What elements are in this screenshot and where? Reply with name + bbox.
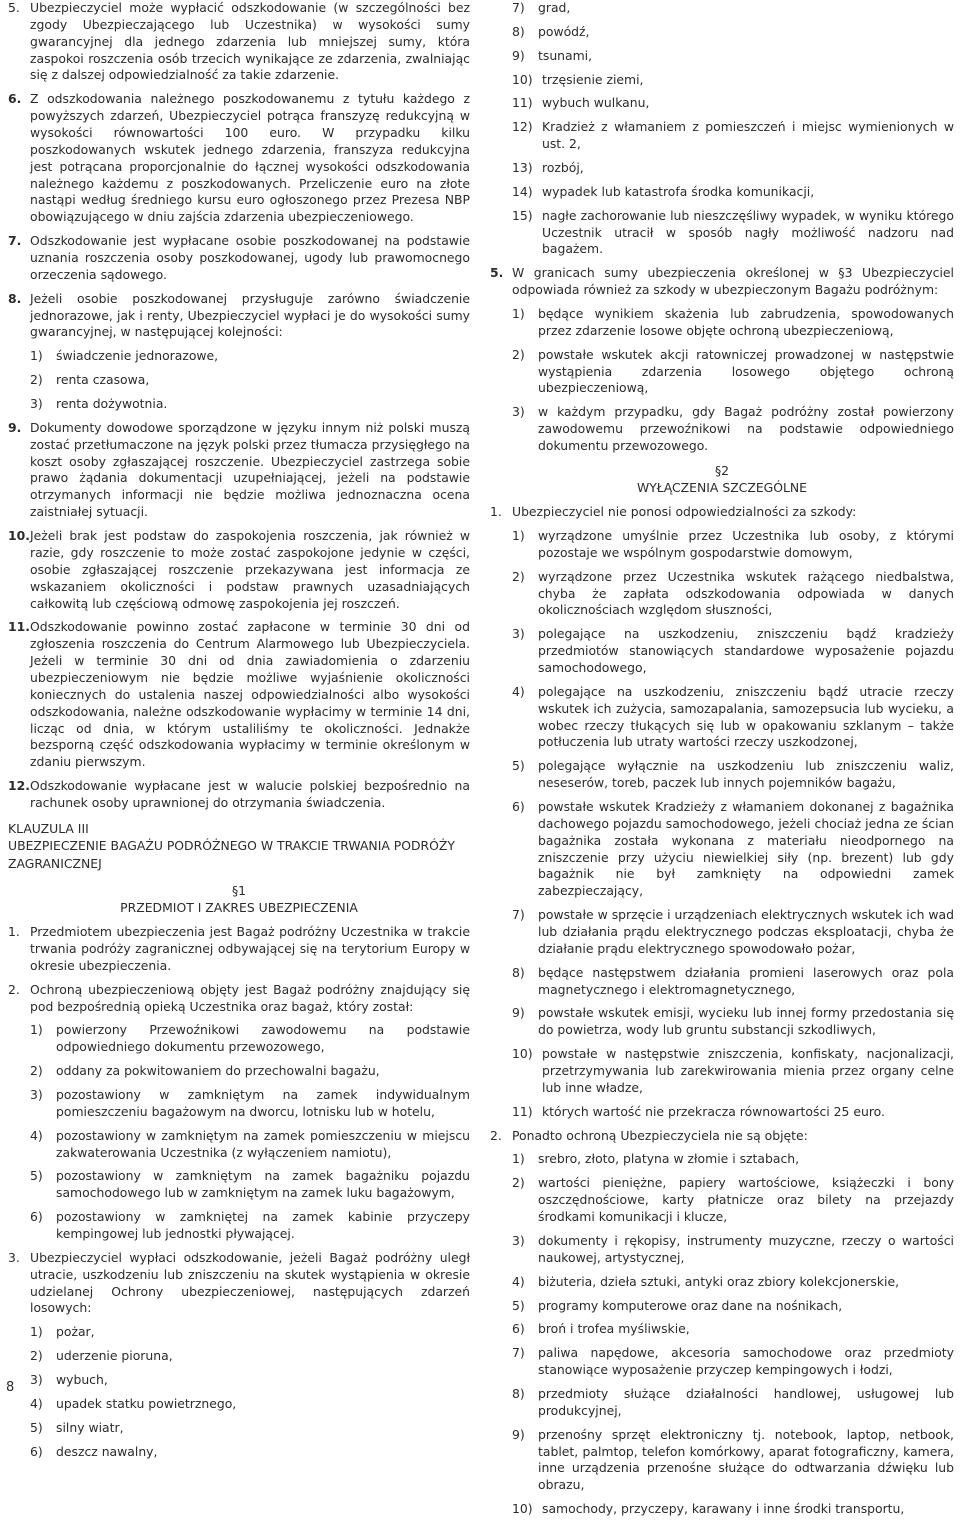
list-item bbox=[490, 1233, 954, 1267]
item-number: 3) bbox=[30, 396, 43, 412]
list-item bbox=[8, 348, 470, 365]
paragraph-number: 1. bbox=[8, 924, 20, 940]
paragraph-text: Jeżeli osobie poszkodowanej przysługuje zarówno świadczenie jednorazowe, jak i renty, Ubezpieczyciel wypłaci je do wysokości sumy gwarancyjnej, w następującej kolejności: bbox=[30, 290, 470, 340]
paragraph-8 bbox=[8, 291, 470, 342]
paragraph-number: 11. bbox=[8, 619, 30, 635]
item-text: świadczenie jednorazowe, bbox=[56, 348, 219, 364]
list-item bbox=[490, 160, 954, 177]
item-text: powstałe w następstwie zniszczenia, konfiskaty, nacjonalizacji, przetrzymywania lub zarekwirowania mienia przez organy celne lub inne władze, bbox=[542, 1046, 954, 1095]
section-title: PRZEDMIOT I ZAKRES UBEZPIECZENIA bbox=[120, 900, 358, 915]
item-text: oddany za pokwitowaniem do przechowalni bagażu, bbox=[56, 1063, 380, 1079]
item-text: pozostawiony w zamkniętym na zamek bagażniku pojazdu samochodowego lub w zamkniętym na zamek luku bagażowym, bbox=[56, 1168, 470, 1201]
item-number: 7) bbox=[512, 0, 525, 15]
paragraph-number: 12. bbox=[8, 778, 30, 794]
item-text: Kradzież z włamaniem z pomieszczeń i miejsc wymienionych w ust. 2, bbox=[542, 119, 954, 152]
list-item bbox=[490, 528, 954, 562]
list-item bbox=[490, 1175, 954, 1226]
item-number: 1) bbox=[512, 527, 525, 543]
page-number: 8 bbox=[6, 1380, 15, 1395]
list-item bbox=[8, 1022, 470, 1056]
item-text: wybuch wulkanu, bbox=[542, 95, 650, 111]
section-heading-2 bbox=[490, 462, 954, 496]
item-text: biżuteria, dzieła sztuki, antyki oraz zbiory kolekcjonerskie, bbox=[538, 1273, 900, 1289]
item-number: 6) bbox=[30, 1443, 43, 1459]
list-item bbox=[490, 1151, 954, 1168]
paragraph-text: Ubezpieczyciel może wypłacić odszkodowanie (w szczególności bez zgody Ubezpieczającego lub Uczestnika) w wysokości sumy gwarancyjnej dla jednego zdarzenia lub mniejszej sumy, która zaspokoi roszczenia osób trzecich wynikające ze zdarzenia, zwalniając się z dalszej odpowiedzialność za takie zdarzenie. bbox=[30, 0, 470, 83]
list-item bbox=[8, 396, 470, 413]
list-item bbox=[490, 24, 954, 41]
item-text: samochody, przyczepy, karawany i inne środki transportu, bbox=[542, 1501, 905, 1517]
item-text: silny wiatr, bbox=[56, 1419, 124, 1435]
item-number: 6) bbox=[512, 799, 525, 815]
paragraph-number: 1. bbox=[490, 504, 502, 520]
item-text: których wartość nie przekracza równowartości 25 euro. bbox=[542, 1103, 885, 1119]
item-text: przedmioty służące działalności handlowej, usługowej lub produkcyjnej, bbox=[538, 1385, 954, 1418]
list-item bbox=[8, 1324, 470, 1341]
item-text: dokumenty i rękopisy, instrumenty muzyczne, rzeczy o wartości naukowej, artystycznej, bbox=[538, 1232, 954, 1265]
item-number: 12) bbox=[512, 119, 533, 135]
clause-label: KLAUZULA III bbox=[8, 820, 89, 836]
item-number: 10) bbox=[512, 1046, 533, 1062]
item-text: będące wynikiem skażenia lub zabrudzenia, spowodowanych przez zdarzenie losowe objęte ochroną ubezpieczeniową, bbox=[538, 306, 954, 338]
list-item bbox=[8, 1420, 470, 1437]
paragraph-number: 7. bbox=[8, 233, 22, 249]
item-text: w każdym przypadku, gdy Bagaż podróżny został powierzony zawodowemu przewoźnikowi na podstawie odpowiedniego dokumentu przewozowego. bbox=[538, 404, 954, 454]
section1-paragraph-2 bbox=[8, 982, 470, 1016]
item-number: 8) bbox=[512, 23, 525, 39]
item-text: wybuch, bbox=[56, 1372, 108, 1388]
paragraph-text: Ponadto ochroną Ubezpieczyciela nie są objęte: bbox=[512, 1127, 808, 1143]
section-heading-1 bbox=[8, 882, 470, 916]
paragraph-10 bbox=[8, 528, 470, 612]
item-number: 2) bbox=[512, 568, 525, 584]
paragraph-12 bbox=[8, 778, 470, 812]
paragraph-number: 5. bbox=[8, 0, 20, 15]
item-number: 2) bbox=[30, 1063, 43, 1079]
item-number: 1) bbox=[30, 348, 43, 364]
list-item bbox=[8, 1396, 470, 1413]
section2-paragraph-1 bbox=[490, 504, 954, 521]
item-number: 4) bbox=[30, 1127, 43, 1143]
list-item bbox=[490, 965, 954, 999]
item-text: powstałe wskutek akcji ratowniczej prowadzonej w następstwie wystąpienia zdarzenia losowego objętego ochroną ubezpieczeniową, bbox=[538, 346, 954, 396]
item-text: paliwa napędowe, akcesoria samochodowe oraz przedmioty stanowiące wyposażenie przyczep kempingowych i łodzi, bbox=[538, 1345, 954, 1378]
paragraph-number: 9. bbox=[8, 419, 22, 435]
left-column bbox=[8, 0, 470, 1467]
paragraph-text: Przedmiotem ubezpieczenia jest Bagaż podróżny Uczestnika w trakcie trwania podróży zagranicznej odbywającej się na terytorium Europy w okresie ubezpieczenia. bbox=[30, 924, 470, 973]
paragraph-number: 2. bbox=[8, 981, 20, 997]
paragraph-text: Z odszkodowania należnego poszkodowanemu z tytułu każdego z powyższych zdarzeń, Ubezpieczyciel potrąca franszyzę redukcyjną w wysokości równowartości 100 euro. W przypadku kilku poszkodowanych wskutek jednego zdarzenia, franszyza redukcyjna jest potrącana proporcjonalnie do łącznej wysokości odszkodowania należnego każdemu z poszkodowanych. Przeliczenie euro na złote nastąpi według średniego kursu euro ogłoszonego przez Prezesa NBP obowiązującego w dniu zajścia zdarzenia ubezpieczeniowego. bbox=[30, 91, 470, 225]
list-item bbox=[490, 1501, 954, 1518]
list-item bbox=[490, 0, 954, 17]
item-number: 3) bbox=[512, 404, 525, 420]
item-number: 14) bbox=[512, 183, 533, 199]
item-text: pozostawiony w zamkniętym na zamek indywidualnym pomieszczeniu bagażowym na dworcu, lotnisku lub w hotelu, bbox=[56, 1086, 470, 1119]
item-text: wartości pieniężne, papiery wartościowe, książeczki i bony oszczędnościowe, karty płatnicze oraz bilety na przejazdy środkami komunikacji i klucze, bbox=[538, 1175, 954, 1225]
list-item bbox=[490, 907, 954, 958]
item-number: 2) bbox=[512, 346, 525, 362]
paragraph-number: 10. bbox=[8, 528, 30, 544]
item-number: 1) bbox=[30, 1022, 43, 1038]
list-item bbox=[490, 404, 954, 455]
item-number: 4) bbox=[512, 683, 525, 699]
item-number: 3) bbox=[512, 626, 525, 642]
section-symbol: §2 bbox=[714, 462, 730, 478]
list-item bbox=[490, 119, 954, 153]
list-item bbox=[490, 1046, 954, 1097]
item-text: deszcz nawalny, bbox=[56, 1443, 158, 1459]
item-text: renta dożywotnia. bbox=[56, 396, 168, 412]
item-number: 2) bbox=[30, 372, 43, 388]
paragraph-text: Ubezpieczyciel nie ponosi odpowiedzialności za szkody: bbox=[512, 504, 857, 520]
item-number: 2) bbox=[30, 1348, 43, 1364]
item-text: wyrządzone umyślnie przez Uczestnika lub osoby, z którymi pozostaje we wspólnym gospodarstwie domowym, bbox=[538, 527, 954, 560]
paragraph-7 bbox=[8, 233, 470, 284]
paragraph-text: Ubezpieczyciel wypłaci odszkodowanie, jeżeli Bagaż podróżny uległ utracie, uszkodzeniu lub zniszczeniu na skutek wystąpienia w okresie udzielanej Ochrony ubezpieczeniowej, następujących zdarzeń losowych: bbox=[30, 1249, 470, 1316]
list-item bbox=[8, 1348, 470, 1365]
item-number: 3) bbox=[30, 1372, 43, 1388]
list-item bbox=[8, 1063, 470, 1080]
item-number: 15) bbox=[512, 207, 533, 223]
section-symbol: §1 bbox=[231, 882, 247, 898]
item-number: 9) bbox=[512, 47, 525, 63]
list-item bbox=[490, 1321, 954, 1338]
item-number: 8) bbox=[512, 964, 525, 980]
item-number: 6) bbox=[30, 1209, 43, 1225]
section2-paragraph-2 bbox=[490, 1128, 954, 1145]
list-item bbox=[490, 306, 954, 340]
paragraph-text: W granicach sumy ubezpieczenia określonej w §3 Ubezpieczyciel odpowiada również za szkody w ubezpieczonym Bagażu podróżnym: bbox=[512, 265, 954, 298]
list-item bbox=[490, 208, 954, 259]
item-text: polegające na uszkodzeniu, zniszczeniu bądź kradzieży przedmiotów stanowiących standardowe wyposażenie pojazdu samochodowego, bbox=[538, 626, 954, 675]
section-title: WYŁĄCZENIA SZCZEGÓLNE bbox=[636, 480, 808, 496]
item-text: wyrządzone przez Uczestnika wskutek rażącego niedbalstwa, chyba że zapłata odszkodowania odpowiada w danych okolicznościach względom słuszności, bbox=[538, 568, 954, 618]
item-number: 7) bbox=[512, 1345, 525, 1361]
item-number: 1) bbox=[512, 1151, 525, 1167]
paragraph-6 bbox=[8, 91, 470, 226]
paragraph-number: 8. bbox=[8, 290, 22, 306]
item-text: uderzenie pioruna, bbox=[56, 1348, 173, 1364]
item-text: broń i trofea myśliwskie, bbox=[538, 1321, 690, 1337]
item-number: 11) bbox=[512, 95, 533, 111]
list-item bbox=[8, 1128, 470, 1162]
paragraph-text: Odszkodowanie wypłacane jest w walucie polskiej bezpośrednio na rachunek osoby uprawnionej do otrzymania świadczenia. bbox=[30, 778, 470, 810]
list-item bbox=[490, 1345, 954, 1379]
section1-paragraph-3 bbox=[8, 1250, 470, 1317]
paragraph-text: Jeżeli brak jest podstaw do zaspokojenia roszczenia, jak również w razie, gdy roszczenie to może zostać zaspokojone jedynie w części, osobie zgłaszającej roszczenie przekazywana jest informacja ze wskazaniem okoliczności i podstaw prawnych uzasadniających całkowitą lub częściową odmowę zaspokojenia jej roszczeń. bbox=[30, 528, 470, 611]
section1-paragraph-5 bbox=[490, 265, 954, 299]
item-text: srebro, złoto, platyna w złomie i sztabach, bbox=[538, 1151, 800, 1167]
list-item bbox=[490, 1427, 954, 1494]
item-number: 9) bbox=[512, 1005, 525, 1021]
item-number: 11) bbox=[512, 1103, 533, 1119]
item-text: powstałe wskutek emisji, wycieku lub innej formy przedostania się do powietrza, wody lub gruntu substancji szkodliwych, bbox=[538, 1005, 954, 1038]
paragraph-number: 5. bbox=[490, 265, 504, 281]
item-text: nagłe zachorowanie lub nieszczęśliwy wypadek, w wyniku którego Uczestnik utracił w sposób nagły możliwość nadzoru nad bagażem. bbox=[542, 207, 954, 257]
item-number: 5) bbox=[30, 1168, 43, 1184]
item-number: 3) bbox=[512, 1232, 525, 1248]
item-text: powstałe w sprzęcie i urządzeniach elektrycznych wskutek ich wad lub działania prądu elektrycznego podczas eksploatacji, chyba że działanie prądu elektrycznego spowodowało pożar, bbox=[538, 907, 954, 956]
list-item bbox=[490, 684, 954, 751]
list-item bbox=[490, 1274, 954, 1291]
paragraph-text: Ochroną ubezpieczeniową objęty jest Bagaż podróżny znajdujący się pod bezpośrednią opieką Uczestnika oraz bagaż, który został: bbox=[30, 981, 470, 1014]
list-item bbox=[490, 626, 954, 677]
item-number: 3) bbox=[30, 1086, 43, 1102]
item-number: 5) bbox=[512, 758, 525, 774]
item-number: 1) bbox=[512, 306, 525, 322]
clause-title: UBEZPIECZENIE BAGAŻU PODRÓŻNEGO W TRAKCIE TRWANIA PODRÓŻY ZAGRANICZNEJ bbox=[8, 838, 455, 871]
item-number: 5) bbox=[512, 1297, 525, 1313]
paragraph-number: 3. bbox=[8, 1249, 20, 1265]
list-item bbox=[490, 48, 954, 65]
section1-paragraph-1 bbox=[8, 924, 470, 975]
item-text: powódź, bbox=[538, 23, 590, 39]
item-number: 6) bbox=[512, 1321, 525, 1337]
item-text: rozbój, bbox=[542, 160, 584, 176]
item-text: wypadek lub katastrofa środka komunikacji, bbox=[542, 183, 815, 199]
item-number: 2) bbox=[512, 1175, 525, 1191]
item-text: pozostawiony w zamkniętym na zamek pomieszczeniu w miejscu zakwaterowania Uczestnika (z wyłączeniem namiotu), bbox=[56, 1127, 470, 1160]
item-number: 5) bbox=[30, 1419, 43, 1435]
list-item bbox=[490, 1386, 954, 1420]
paragraph-9 bbox=[8, 420, 470, 521]
item-number: 7) bbox=[512, 907, 525, 923]
item-number: 8) bbox=[512, 1385, 525, 1401]
list-item bbox=[490, 1298, 954, 1315]
item-text: trzęsienie ziemi, bbox=[542, 71, 644, 87]
list-item bbox=[490, 799, 954, 900]
item-text: tsunami, bbox=[538, 47, 593, 63]
list-item bbox=[490, 569, 954, 620]
list-item bbox=[8, 1168, 470, 1202]
paragraph-text: Odszkodowanie powinno zostać zapłacone w terminie 30 dni od zgłoszenia roszczenia do Centrum Alarmowego lub Ubezpieczyciela. Jeżeli w terminie 30 dni od dnia zawiadomienia o zdarzeniu ubezpieczeniowym nie będzie możliwe wyjaśnienie okoliczności koniecznych do ustalenia naszej odpowiedzialności albo wysokości odszkodowania, należne odszkodowanie wypłacimy w terminie 14 dni, licząc od dnia, w którym ustaliliśmy te okoliczności. Jednakże bezsporną część odszkodowania wypłacimy w terminie określonym w zdaniu pierwszym. bbox=[30, 619, 470, 770]
list-item bbox=[8, 372, 470, 389]
list-item bbox=[490, 184, 954, 201]
list-item bbox=[490, 758, 954, 792]
item-text: powierzony Przewoźnikowi zawodowemu na podstawie odpowiedniego dokumentu przewozowego, bbox=[56, 1022, 470, 1055]
item-text: polegające wyłącznie na uszkodzeniu lub zniszczeniu waliz, neseserów, toreb, paczek lub innych pojemników bagażu, bbox=[538, 758, 954, 791]
list-item bbox=[8, 1372, 470, 1389]
item-number: 13) bbox=[512, 160, 533, 176]
list-item bbox=[490, 1005, 954, 1039]
list-item bbox=[8, 1444, 470, 1461]
item-text: powstałe wskutek Kradzieży z włamaniem dokonanej z bagażnika dachowego pojazdu samochodowego, jeżeli chociaż jedna ze ścian bagażnika została wykonana z materiału nieodpornego na zniszczenie przy użyciu niewielkiej siły (np. brezent) lub gdy bagażnik nie był zamknięty na odpowiedni zamek zabezpieczający, bbox=[538, 799, 954, 899]
item-text: programy komputerowe oraz dane na nośnikach, bbox=[538, 1297, 843, 1313]
list-item bbox=[8, 1087, 470, 1121]
item-text: pożar, bbox=[56, 1324, 95, 1340]
list-item bbox=[490, 1104, 954, 1121]
item-number: 4) bbox=[30, 1395, 43, 1411]
item-text: przenośny sprzęt elektroniczny tj. notebook, laptop, netbook, tablet, palmtop, telefon komórkowy, aparat fotograficzny, kamera, inne urządzenia przenośne służące do odtwarzania dźwięku lub obrazu, bbox=[538, 1426, 954, 1493]
item-text: upadek statku powietrznego, bbox=[56, 1395, 237, 1411]
list-item bbox=[490, 347, 954, 398]
item-number: 9) bbox=[512, 1426, 525, 1442]
list-item bbox=[8, 1209, 470, 1243]
list-item bbox=[490, 72, 954, 89]
item-number: 4) bbox=[512, 1273, 525, 1289]
list-item bbox=[490, 95, 954, 112]
paragraph-text: Odszkodowanie jest wypłacane osobie poszkodowanej na podstawie uznania roszczenia osoby poszkodowanej, ugody lub prawomocnego orzeczenia sądowego. bbox=[30, 233, 470, 282]
clause-heading bbox=[8, 820, 470, 872]
item-text: grad, bbox=[538, 0, 571, 15]
paragraph-number: 6. bbox=[8, 91, 22, 107]
item-number: 1) bbox=[30, 1324, 43, 1340]
paragraph-5 bbox=[8, 0, 470, 84]
item-number: 10) bbox=[512, 71, 533, 87]
item-text: będące następstwem działania promieni laserowych oraz pola magnetycznego i elektromagnetycznego, bbox=[538, 964, 954, 997]
paragraph-11 bbox=[8, 619, 470, 771]
item-number: 10) bbox=[512, 1501, 533, 1517]
paragraph-text: Dokumenty dowodowe sporządzone w języku innym niż polski muszą zostać przetłumaczone na język polski przez tłumacza przysięgłego na koszt osoby zgłaszającej roszczenie. Ubezpieczyciel zastrzega sobie prawo żądania dokumentacji uzupełniającej, jeżeli na podstawie otrzymanych informacji nie będzie możliwa jednoznaczna ocena zaistniałej sytuacji. bbox=[30, 419, 470, 520]
right-column bbox=[490, 0, 954, 1525]
item-text: polegające na uszkodzeniu, zniszczeniu bądź utracie rzeczy wskutek ich zużycia, samozapalania, samozepsucia lub wycieku, a wobec rzeczy tłukących się lub w opakowaniu szklanym – także potłuczenia lub utraty wartości rzeczy uszkodzonej, bbox=[538, 683, 954, 750]
item-text: renta czasowa, bbox=[56, 372, 150, 388]
item-text: pozostawiony w zamkniętej na zamek kabinie przyczepy kempingowej lub jednostki pływającej. bbox=[56, 1209, 470, 1241]
paragraph-number: 2. bbox=[490, 1127, 502, 1143]
